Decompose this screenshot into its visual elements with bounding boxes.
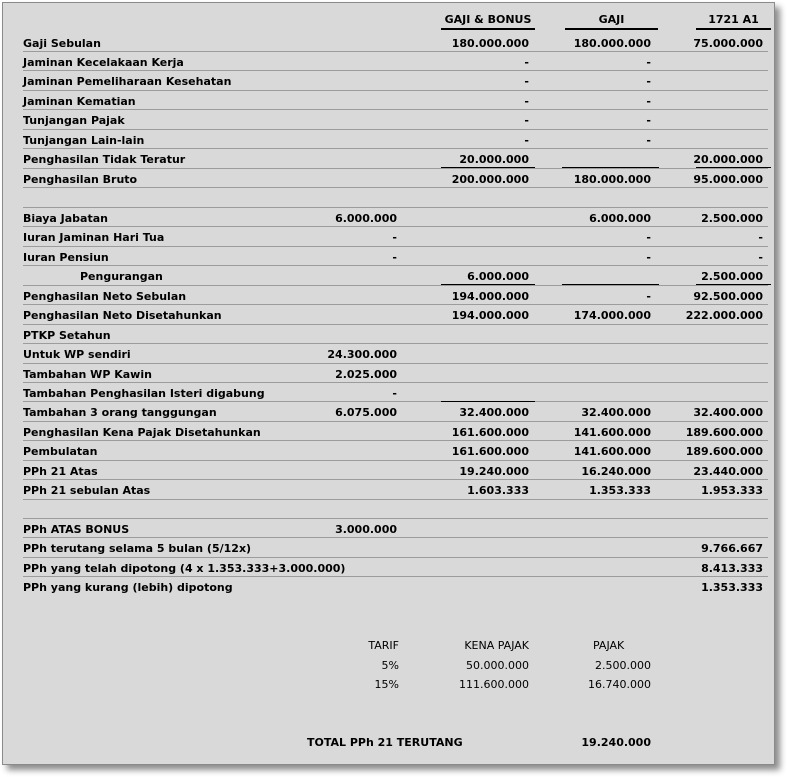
row-value-gaji-bonus: 161.600.000 (451, 445, 529, 458)
row-label: Untuk WP sendiri (23, 348, 131, 361)
row-divider (23, 304, 768, 305)
column-header-col3: 1721 A1 (708, 13, 759, 26)
row-value-gaji: - (646, 231, 651, 244)
row-value-1721a1: - (758, 251, 763, 264)
tarif-kena-pajak: 50.000.000 (466, 659, 529, 672)
row-value-gaji-bonus: 6.000.000 (467, 270, 529, 283)
row-value-gaji: 1.353.333 (589, 484, 651, 497)
row-value-gaji: - (646, 134, 651, 147)
row-value-gaji: 180.000.000 (573, 173, 651, 186)
row-divider (23, 70, 768, 71)
row-value-1721a1: 92.500.000 (693, 290, 763, 303)
row-divider (23, 401, 768, 402)
row-value-gaji: 16.240.000 (581, 465, 651, 478)
row-value-gaji: 6.000.000 (589, 212, 651, 225)
row-value-gaji-bonus: 180.000.000 (451, 37, 529, 50)
row-divider (23, 557, 768, 558)
column-header-col1: GAJI & BONUS (444, 13, 532, 26)
row-label: Gaji Sebulan (23, 37, 101, 50)
row-value-gaji: 32.400.000 (581, 406, 651, 419)
row-value-1721a1: 2.500.000 (701, 212, 763, 225)
row-label: Penghasilan Bruto (23, 173, 138, 186)
row-sub-value: - (392, 387, 397, 400)
row-label: Tambahan WP Kawin (23, 368, 152, 381)
row-divider (23, 382, 768, 383)
row-divider (23, 460, 768, 461)
row-value-1721a1: 95.000.000 (693, 173, 763, 186)
row-label: Tunjangan Pajak (23, 114, 125, 127)
row-label: Jaminan Pemeliharaan Kesehatan (23, 75, 232, 88)
tarif-pajak: 2.500.000 (595, 659, 651, 672)
column-header-col2: GAJI (598, 13, 625, 26)
row-value-gaji: 141.600.000 (573, 445, 651, 458)
row-divider (23, 499, 768, 500)
row-value-gaji: - (646, 251, 651, 264)
row-divider (23, 363, 768, 364)
row-value-1721a1: 75.000.000 (693, 37, 763, 50)
row-divider (23, 148, 768, 149)
row-sub-value: 6.000.000 (335, 212, 397, 225)
row-value-1721a1: - (758, 231, 763, 244)
row-value-gaji: 174.000.000 (573, 309, 651, 322)
row-value-1721a1: 20.000.000 (693, 153, 763, 166)
sum-underline (441, 284, 535, 285)
row-label: Jaminan Kecelakaan Kerja (23, 56, 184, 69)
sum-underline (696, 167, 771, 168)
row-value-gaji-bonus: 194.000.000 (451, 290, 529, 303)
row-value-1721a1: 189.600.000 (685, 445, 763, 458)
row-label: Tunjangan Lain-lain (23, 134, 145, 147)
row-value-1721a1: 23.440.000 (693, 465, 763, 478)
row-label: Penghasilan Tidak Teratur (23, 153, 186, 166)
row-divider (23, 576, 768, 577)
row-sub-value: 3.000.000 (335, 523, 397, 536)
row-divider (23, 168, 768, 169)
row-divider (23, 518, 768, 519)
row-divider (23, 285, 768, 286)
row-divider (23, 479, 768, 480)
row-value-1721a1: 8.413.333 (701, 562, 763, 575)
row-divider (23, 90, 768, 91)
column-header-underline (565, 28, 658, 30)
row-label: PPh ATAS BONUS (23, 523, 130, 536)
row-value-gaji-bonus: - (524, 134, 529, 147)
row-label: Tambahan 3 orang tanggungan (23, 406, 217, 419)
row-label: Tambahan Penghasilan Isteri digabung (23, 387, 265, 400)
sum-underline (441, 401, 535, 402)
row-value-gaji: - (646, 290, 651, 303)
row-divider (23, 226, 768, 227)
row-label: Pembulatan (23, 445, 98, 458)
row-value-1721a1: 2.500.000 (701, 270, 763, 283)
row-label: PPh terutang selama 5 bulan (5/12x) (23, 542, 252, 555)
row-sub-value: 24.300.000 (327, 348, 397, 361)
row-value-gaji-bonus: 194.000.000 (451, 309, 529, 322)
row-value-gaji: - (646, 95, 651, 108)
row-label: Penghasilan Neto Sebulan (23, 290, 187, 303)
row-label: PPh yang kurang (lebih) dipotong (23, 581, 233, 594)
row-divider (23, 343, 768, 344)
row-value-gaji-bonus: - (524, 114, 529, 127)
row-label: Iuran Jaminan Hari Tua (23, 231, 165, 244)
pajak-header: PAJAK (593, 639, 625, 652)
tarif-pajak: 16.740.000 (588, 678, 651, 691)
row-value-1721a1: 9.766.667 (701, 542, 763, 555)
sum-underline (441, 167, 535, 168)
row-label: Pengurangan (80, 270, 163, 283)
row-sub-value: - (392, 251, 397, 264)
row-divider (23, 265, 768, 266)
row-sub-value: 2.025.000 (335, 368, 397, 381)
row-value-gaji-bonus: 20.000.000 (459, 153, 529, 166)
total-label: TOTAL PPh 21 TERUTANG (307, 736, 463, 749)
row-divider (23, 246, 768, 247)
row-label: PTKP Setahun (23, 329, 111, 342)
row-label: Penghasilan Kena Pajak Disetahunkan (23, 426, 261, 439)
row-label: Penghasilan Neto Disetahunkan (23, 309, 222, 322)
row-label: Iuran Pensiun (23, 251, 109, 264)
row-value-gaji-bonus: - (524, 95, 529, 108)
tarif-rate: 5% (381, 659, 399, 672)
row-divider (23, 129, 768, 130)
column-header-underline (441, 28, 535, 30)
tarif-rate: 15% (374, 678, 399, 691)
row-divider (23, 207, 768, 208)
sum-underline (562, 284, 659, 285)
kena-pajak-header: KENA PAJAK (464, 639, 529, 652)
row-value-gaji: 180.000.000 (573, 37, 651, 50)
row-divider (23, 537, 768, 538)
row-value-1721a1: 32.400.000 (693, 406, 763, 419)
row-divider (23, 440, 768, 441)
sum-underline (562, 167, 659, 168)
row-value-gaji: - (646, 75, 651, 88)
row-value-gaji-bonus: - (524, 75, 529, 88)
row-value-gaji: - (646, 56, 651, 69)
row-label: PPh yang telah dipotong (4 x 1.353.333+3.000.000) (23, 562, 346, 575)
column-header-underline (696, 28, 771, 30)
row-value-gaji-bonus: 161.600.000 (451, 426, 529, 439)
row-sub-value: - (392, 231, 397, 244)
row-divider (23, 187, 768, 188)
row-value-gaji-bonus: 19.240.000 (459, 465, 529, 478)
total-value: 19.240.000 (581, 736, 651, 749)
row-divider (23, 51, 768, 52)
row-value-gaji-bonus: - (524, 56, 529, 69)
row-divider (23, 109, 768, 110)
row-value-gaji: - (646, 114, 651, 127)
row-value-1721a1: 1.953.333 (701, 484, 763, 497)
sum-underline (696, 284, 771, 285)
row-value-gaji: 141.600.000 (573, 426, 651, 439)
row-sub-value: 6.075.000 (335, 406, 397, 419)
row-label: Biaya Jabatan (23, 212, 108, 225)
row-label: PPh 21 Atas (23, 465, 98, 478)
row-divider (23, 324, 768, 325)
row-value-1721a1: 1.353.333 (701, 581, 763, 594)
row-divider (23, 421, 768, 422)
tarif-kena-pajak: 111.600.000 (459, 678, 529, 691)
row-value-gaji-bonus: 200.000.000 (451, 173, 529, 186)
row-value-1721a1: 222.000.000 (685, 309, 763, 322)
tax-calculation-sheet (2, 2, 775, 765)
row-value-1721a1: 189.600.000 (685, 426, 763, 439)
row-value-gaji-bonus: 1.603.333 (467, 484, 529, 497)
row-label: Jaminan Kematian (23, 95, 136, 108)
row-label: PPh 21 sebulan Atas (23, 484, 151, 497)
row-value-gaji-bonus: 32.400.000 (459, 406, 529, 419)
tarif-header: TARIF (368, 639, 399, 652)
